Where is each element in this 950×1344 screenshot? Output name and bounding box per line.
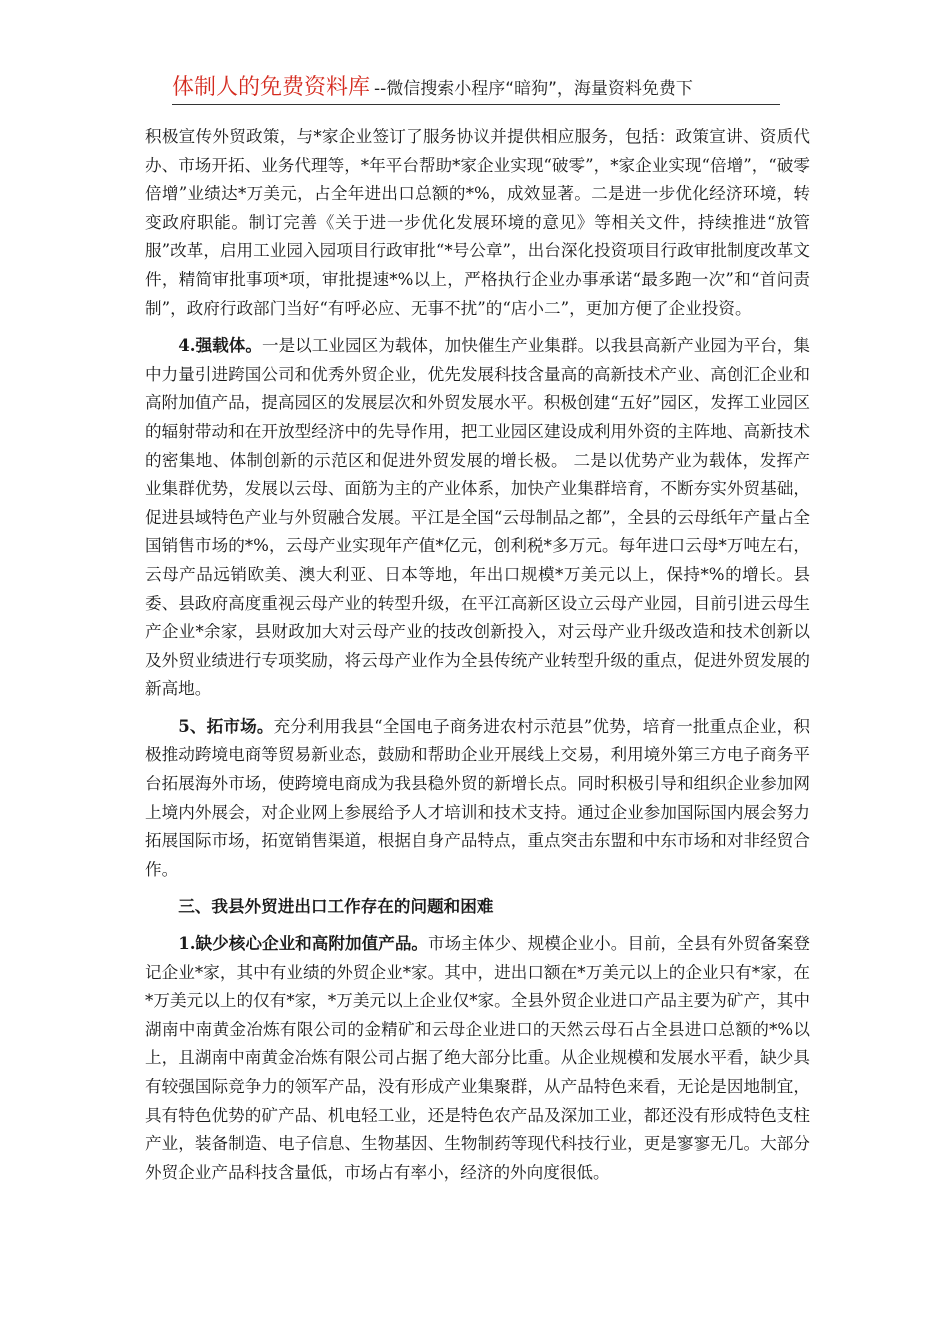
paragraph-expand-markets (145, 712, 810, 885)
document-body (145, 123, 810, 1195)
paragraph-policy-continuation (145, 123, 810, 323)
paragraph-lead: 1.缺少核心企业和高附加值产品。 (178, 933, 429, 954)
paragraph-text: 积极宣传外贸政策，与*家企业签订了服务协议并提供相应服务，包括：政策宣讲、资质代办、市场开拓、业务代理等，*年平台帮助*家企业实现“破零”，*家企业实现“倍增”，“破零倍增”业绩达*万美元，占全年进出口总额的*%，成效显著。二是进一步优化经济环境，转变政府职能。制订完善《关于进一步优化发展环境的意见》等相关文件，持续推进“放管服”改革，启用工业园入园项目行政审批“*号公章”，出台深化投资项目行政审批制度改革文件，精简审批事项*项，审批提速*%以上，严格执行企业办事承诺“最多跑一次”和“首问责制”，政府行政部门当好“有呼必应、无事不扰”的“店小二”，更加方便了企业投资。 (145, 127, 810, 318)
paragraph-text: 一是以工业园区为载体，加快催生产业集群。以我县高新产业园为平台，集中力量引进跨国公司和优秀外贸企业，优先发展科技含量高的高新技术产业、高创汇企业和高附加值产品，提高园区的发展层次和外贸发展水平。积极创建“五好”园区，发挥工业园区的辐射带动和在开放型经济中的先导作用，把工业园区建设成利用外资的主阵地、高新技术的密集地、体制创新的示范区和促进外贸发展的增长极。 二是以优势产业为载体，发挥产业集群优势，发展以云母、面筋为主的产业体系，加快产业集群培育，不断夯实外贸基础，促进县域特色产业与外贸融合发展。平江是全国“云母制品之都”，全县的云母纸年产量占全国销售市场的*%，云母产业实现年产值*亿元，创利税*多万元。每年进口云母*万吨左右，云母产品远销欧美、澳大利亚、日本等地，年出口规模*万美元以上，保持*%的增长。县委、县政府高度重视云母产业的转型升级，在平江高新区设立云母产业园，目前引进云母生产企业*余家，县财政加大对云母产业的技改创新投入，对云母产业升级改造和技术创新以及外贸业绩进行专项奖励，将云母产业作为全县传统产业转型升级的重点，促进外贸发展的新高地。 (145, 336, 811, 699)
paragraph-text: 充分利用我县“全国电子商务进农村示范县”优势，培育一批重点企业，积极推动跨境电商等贸易新业态，鼓励和帮助企业开展线上交易，利用境外第三方电子商务平台拓展海外市场，使跨境电商成为我县稳外贸的新增长点。同时积极引导和组织企业参加网上境内外展会，对企业网上参展给予人才培训和技术支持。通过企业参加国际国内展会努力拓展国际市场，拓宽销售渠道，根据自身产品特点，重点突击东盟和中东市场和对非经贸合作。 (145, 716, 810, 879)
paragraph-lack-core-enterprises (145, 929, 810, 1187)
paragraph-strengthen-carriers (145, 331, 810, 704)
paragraph-lead: 5、拓市场。 (178, 715, 274, 736)
paragraph-text: 市场主体少、规模企业小。目前，全县有外贸备案登记企业*家，其中有业绩的外贸企业*家。其中，进出口额在*万美元以上的企业只有*家，在*万美元以上的仅有*家，*万美元以上企业仅*家。全县外贸企业进口产品主要为矿产，其中湖南中南黄金冶炼有限公司的金精矿和云母企业进口的天然云母石占全县进口总额的*%以上，且湖南中南黄金冶炼有限公司占据了绝大部分比重。从企业规模和发展水平看，缺少具有较强国际竞争力的领军产品，没有形成产业集聚群，从产品特色来看，无论是因地制宜，具有特色优势的矿产品、机电轻工业，还是特色农产品及深加工业，都还没有形成特色支柱产业，装备制造、电子信息、生物基因、生物制药等现代科技行业，更是寥寥无几。大部分外贸企业产品科技含量低，市场占有率小，经济的外向度很低。 (145, 934, 810, 1182)
header-tagline: --微信搜索小程序“暗狗”，海量资料免费下 (374, 79, 693, 99)
section-heading: 三、我县外贸进出口工作存在的问题和困难 (178, 896, 494, 917)
header-brand: 体制人的免费资料库 (172, 75, 371, 100)
paragraph-lead: 4.强载体。 (178, 335, 262, 356)
page-header (172, 70, 780, 105)
